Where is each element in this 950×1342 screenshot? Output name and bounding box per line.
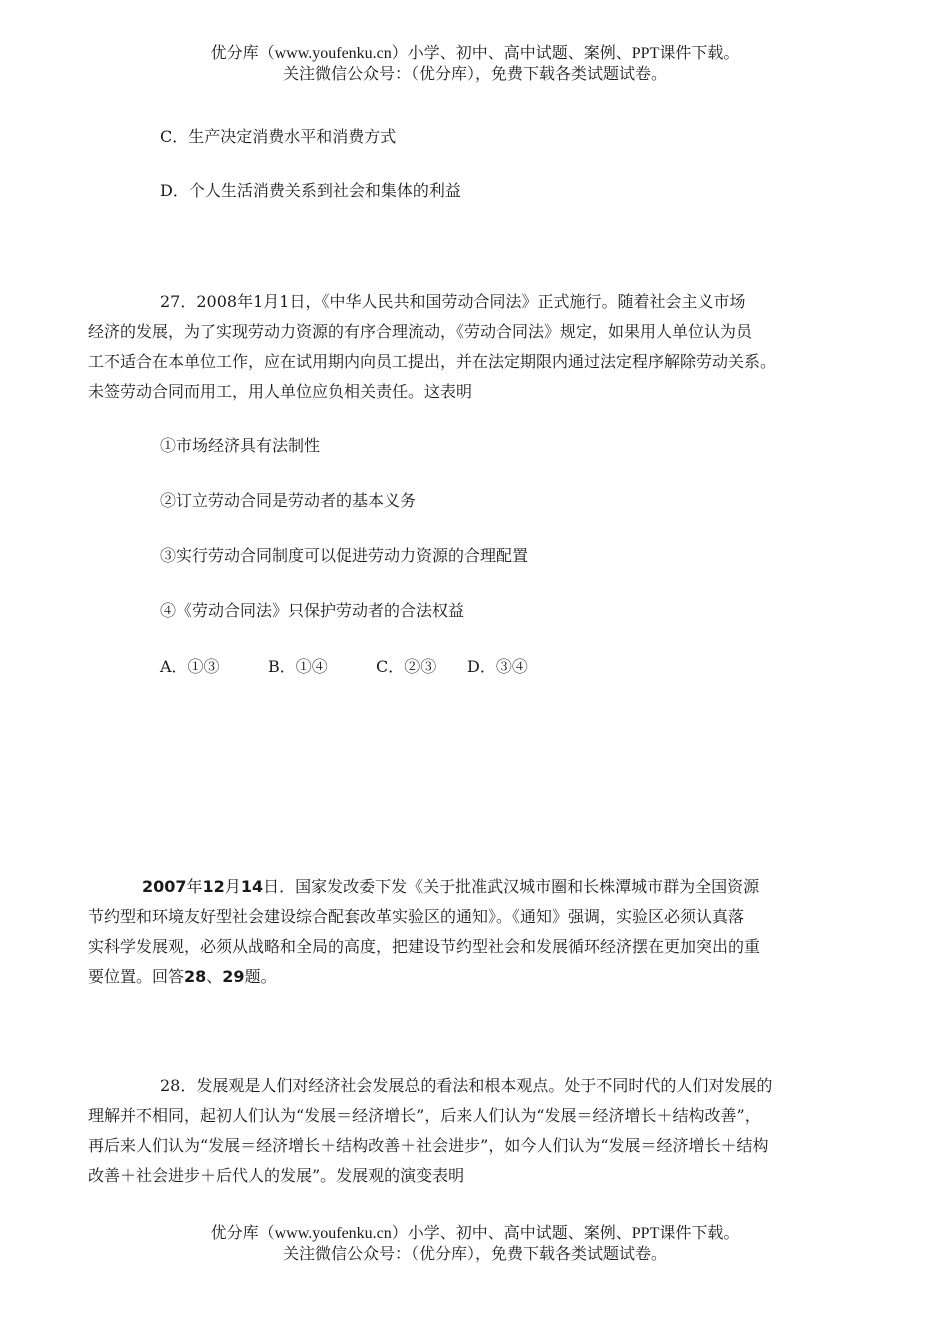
- q27-stem-line: 经济的发展，为了实现劳动力资源的有序合理流动，《劳动合同法》规定，如果用人单位认为员: [88, 322, 753, 341]
- material-month: 12: [202, 877, 225, 896]
- q27-option-b: B．①④: [268, 657, 328, 676]
- q28-stem-line: 28．发展观是人们对经济社会发展总的看法和根本观点。处于不同时代的人们对发展的: [160, 1076, 773, 1095]
- q26-option-d: D．个人生活消费关系到社会和集体的利益: [160, 181, 461, 200]
- footer-line-1: 优分库（www.youfenku.cn）小学、初中、高中试题、案例、PPT课件下载。: [210, 1225, 740, 1242]
- q26-option-c: C．生产决定消费水平和消费方式: [160, 127, 397, 146]
- q28-stem: [88, 1071, 868, 1191]
- material-line-2: 节约型和环境友好型社会建设综合配套改革实验区的通知》。《通知》强调，实验区必须认真落: [88, 907, 745, 926]
- question-ref-29: 29: [222, 967, 245, 986]
- q27-statement-2: ②订立劳动合同是劳动者的基本义务: [160, 491, 417, 510]
- material-line-1: [88, 872, 868, 902]
- material-text: 月: [224, 877, 241, 896]
- q27-stem-line: 未签劳动合同而用工，用人单位应负相关责任。这表明: [88, 382, 473, 401]
- q28-stem-line: 再后来人们认为“发展＝经济增长＋结构改善＋社会进步”，如今人们认为“发展＝经济增长＋结构: [88, 1136, 769, 1155]
- q27-statement-4: ④《劳动合同法》只保护劳动者的合法权益: [160, 601, 465, 620]
- q27-statement-3: ③实行劳动合同制度可以促进劳动力资源的合理配置: [160, 546, 529, 565]
- q28-stem-line: 改善＋社会进步＋后代人的发展”。发展观的演变表明: [88, 1166, 465, 1185]
- q27-option-a: A．①③: [160, 657, 220, 676]
- material-text: 、: [206, 967, 223, 986]
- material-text: 日．国家发改委下发《关于批准武汉城市圈和长株潭城市群为全国资源: [263, 877, 760, 896]
- material-line-3: 实科学发展观，必须从战略和全局的高度，把建设节约型社会和发展循环经济摆在更加突出的重: [88, 937, 761, 956]
- footer-line-2: 关注微信公众号：（优分库），免费下载各类试题试卷。: [282, 1246, 667, 1263]
- q27-stem-line: 27．2008年1月1日，《中华人民共和国劳动合同法》正式施行。随着社会主义市场: [160, 292, 746, 311]
- q27-stem: [88, 287, 868, 407]
- header-line-1: 优分库（www.youfenku.cn）小学、初中、高中试题、案例、PPT课件下载。: [210, 45, 740, 62]
- material-text: 年: [186, 877, 203, 896]
- material-line-4: [88, 962, 868, 992]
- material-text: 要位置。回答: [88, 967, 185, 986]
- material-text: 题。: [244, 967, 277, 986]
- q28-stem-line: 理解并不相同，起初人们认为“发展＝经济增长”，后来人们认为“发展＝经济增长＋结构改善”，: [88, 1106, 761, 1125]
- material-paragraph: [88, 872, 868, 992]
- question-ref-28: 28: [184, 967, 207, 986]
- material-day: 14: [240, 877, 264, 896]
- q27-option-c: C．②③: [376, 657, 437, 676]
- header-line-2: 关注微信公众号：（优分库），免费下载各类试题试卷。: [282, 66, 667, 83]
- page-header: [0, 43, 950, 85]
- q27-option-d: D．③④: [467, 657, 528, 676]
- material-year: 2007: [142, 877, 187, 896]
- q27-stem-line: 工不适合在本单位工作，应在试用期内向员工提出，并在法定期限内通过法定程序解除劳动关系。: [88, 352, 777, 371]
- page-footer: [0, 1223, 950, 1265]
- q27-statement-1: ①市场经济具有法制性: [160, 436, 321, 455]
